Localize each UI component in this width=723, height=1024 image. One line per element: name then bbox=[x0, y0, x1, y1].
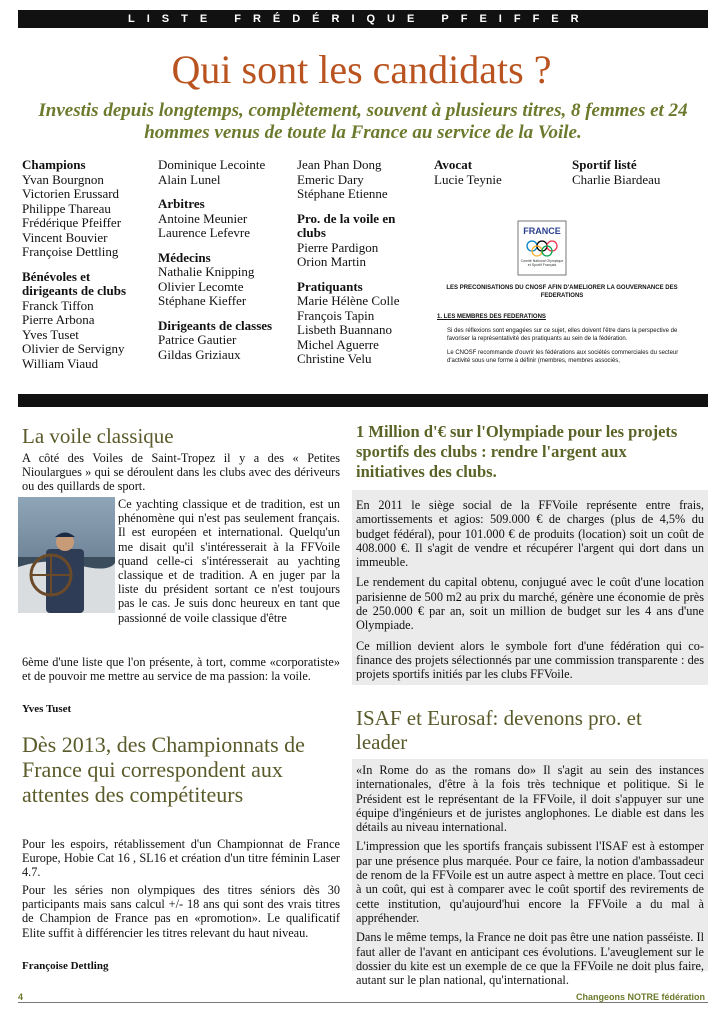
cnosf-section: 1. LES MEMBRES DES FEDERATIONS bbox=[437, 314, 546, 320]
sailor-photo bbox=[18, 497, 115, 613]
candidate-name: Lisbeth Buannano bbox=[297, 322, 392, 337]
page-title: Qui sont les candidats ? bbox=[171, 47, 552, 92]
candidate-name: Stéphane Kieffer bbox=[158, 293, 247, 308]
candidate-name: Françoise Dettling bbox=[22, 244, 119, 259]
group-title-arbitres: Arbitres bbox=[158, 196, 205, 211]
candidate-name: Vincent Bouvier bbox=[22, 229, 108, 245]
candidate-name: Nathalie Knipping bbox=[158, 264, 255, 279]
candidate-name: Alain Lunel bbox=[158, 171, 221, 187]
candidate-name: William Viaud bbox=[22, 355, 99, 371]
candidate-name: Orion Martin bbox=[297, 254, 366, 269]
million-paragraph-3: Ce million devient alors le symbole fort d'une fédération qui co-finance des projets sélectionnés par une commission transparente : des projets sportifs initiés par les clubs FFVoile. bbox=[356, 638, 704, 682]
candidate-name: Victorien Erussard bbox=[22, 186, 120, 201]
championnats-title: Dès 2013, des Championnats de France qui correspondent aux attentes des compétiteurs bbox=[22, 732, 305, 807]
cnosf-paragraph: Le CNOSF recommande d'ouvrir les fédérations aux sociétés commerciales du secteur d'activité sous une forme à définir (membres, membres associés, bbox=[447, 350, 679, 364]
candidate-name: Philippe Thareau bbox=[22, 200, 111, 216]
group-title-champions: Champions bbox=[22, 157, 86, 172]
candidate-name: Gildas Griziaux bbox=[158, 346, 241, 362]
million-paragraph-2: Le rendement du capital obtenu, conjugué avec le coût d'une location parisienne de 500 m2 au prix du marché, génère une économie de près de 250.000 € par an, soit un million de budget sur les 4 ans d'une Olympiade. bbox=[356, 575, 704, 633]
page-subtitle: Investis depuis longtemps, complètement, souvent à plusieurs titres, 8 femmes et 24 hommes venus de toute la France au service de la Voile. bbox=[38, 100, 688, 143]
cnosf-logo-text: FRANCE bbox=[523, 226, 561, 236]
candidate-name: Olivier Lecomte bbox=[158, 278, 244, 294]
voile-author: Yves Tuset bbox=[22, 703, 72, 715]
candidate-name: Pierre Pardigon bbox=[297, 239, 379, 255]
million-title: 1 Million d'€ sur l'Olympiade pour les projets sportifs des clubs : rendre l'argent aux initiatives des clubs. bbox=[356, 422, 678, 481]
candidates-column-4 bbox=[434, 158, 564, 187]
candidates-column-2 bbox=[158, 158, 288, 362]
candidate-name: Christine Velu bbox=[297, 351, 372, 366]
candidate-name: Michel Aguerre bbox=[297, 336, 379, 352]
million-box bbox=[352, 490, 708, 685]
candidate-name: Dominique Lecointe bbox=[158, 157, 266, 172]
header-bar: LISTE FRÉDÉRIQUE PFEIFFER bbox=[18, 10, 708, 28]
voile-intro: A côté des Voiles de Saint-Tropez il y a des « Petites Nioulargues » qui se déroulent dans les clubs avec des dériveurs ou des quillards de sport. bbox=[22, 451, 340, 494]
candidate-name: Patrice Gautier bbox=[158, 332, 237, 347]
candidate-name: François Tapin bbox=[297, 307, 375, 323]
candidate-name: Lucie Teynie bbox=[434, 171, 502, 187]
cnosf-title: LES PRECONISATIONS DU CNOSF AFIN D'AMELIORER LA GOUVERNANCE DES FEDERATIONS bbox=[446, 285, 678, 299]
candidate-name: Pierre Arbona bbox=[22, 312, 95, 327]
candidates-column-1 bbox=[22, 158, 150, 371]
group-title-sportif: Sportif listé bbox=[572, 157, 637, 172]
candidate-name: Laurence Lefevre bbox=[158, 225, 251, 240]
group-title-pratiquants: Pratiquants bbox=[297, 278, 363, 294]
cnosf-document-excerpt bbox=[437, 220, 687, 370]
isaf-paragraph-2: L'impression que les sportifs français subissent l'ISAF est à estomper par une présence plus marquée. Pour ce faire, la notion d'ambassadeur de renom de la FFVoile est un autre aspect à mettre en place. Tout ceci à un coût, qui est à comparer avec le coût sportif des revirements de cette institution, qu'aujourd'hui encore la FFVoile a du mal à appréhender. bbox=[356, 839, 704, 925]
voile-rest-text: 6ème d'une liste que l'on présente, à tort, comme «corporatiste» et de pouvoir me mettre au service de ma passion: la voile. bbox=[22, 655, 340, 684]
candidate-name: Yves Tuset bbox=[22, 326, 79, 342]
candidate-name: Yvan Bourgnon bbox=[22, 171, 104, 187]
group-title-benevoles: Bénévoles et dirigeants de clubs bbox=[22, 268, 127, 298]
cnosf-logo-caption: Comité National Olympique et Sportif Français bbox=[520, 259, 564, 267]
candidates-column-5 bbox=[572, 158, 708, 187]
section-divider bbox=[18, 394, 708, 407]
isaf-title: ISAF et Eurosaf: devenons pro. et leader bbox=[356, 706, 642, 754]
cnosf-logo bbox=[517, 220, 567, 276]
isaf-paragraph-1: «In Rome do as the romans do» Il s'agit au sein des instances internationales, d'être à la fois très technique et politique. Si le Président est le représentant de la FFVoile, il doit s'appuyer sur une équipe d'ingénieurs et de juristes anglophones. Le diable est dans les détails au niveau international. bbox=[356, 763, 704, 835]
footer-brand: Changeons NOTRE fédération bbox=[575, 992, 705, 1002]
footer-rule bbox=[18, 1002, 708, 1003]
candidate-name: Emeric Dary bbox=[297, 171, 364, 187]
candidate-name: Franck Tiffon bbox=[22, 297, 94, 313]
isaf-box bbox=[352, 759, 708, 988]
group-title-avocat: Avocat bbox=[434, 157, 473, 172]
candidate-name: Olivier de Servigny bbox=[22, 341, 125, 356]
voile-classique-title: La voile classique bbox=[22, 424, 174, 448]
voile-wrap-text: Ce yachting classique et de tradition, est un phénomène qui n'est pas seulement français. Il est européen et international. Quelqu'un me disait qu'il s'intéresserait à la FFVoile quand celle-ci s'intéresserait au yachting classique et de tradition. A en juger par la liste du président sortant ce n'est toujours pas le cas. Je suis donc heureux en tant que passionné de voile classique d'être bbox=[118, 497, 340, 625]
championnats-paragraph-1: Pour les espoirs, rétablissement d'un Championnat de France Europe, Hobie Cat 16 , SL16 et création d'un titre féminin Laser 4.7. bbox=[22, 837, 340, 880]
page-number: 4 bbox=[18, 992, 24, 1002]
candidate-name: Jean Phan Dong bbox=[297, 157, 382, 172]
candidates-column-3 bbox=[297, 158, 427, 367]
championnats-author: Françoise Dettling bbox=[22, 960, 109, 972]
group-title-pro: Pro. de la voile en clubs bbox=[297, 210, 396, 240]
million-paragraph-1: En 2011 le siège social de la FFVoile représente entre frais, amortissements et agios: 509.000 € de charges (plus de 4,5% du budget fédéral), pour 101.000 € de produits (location) soit un coût de 408.000 €. Il s'agit de vendre et récupérer l'argent qui dort dans un immeuble. bbox=[356, 498, 704, 570]
candidate-name: Marie Hélène Colle bbox=[297, 293, 400, 308]
candidate-name: Antoine Meunier bbox=[158, 210, 248, 226]
group-title-dirigeants: Dirigeants de classes bbox=[158, 317, 273, 333]
cnosf-paragraph: Si des réflexions sont engagées sur ce sujet, elles doivent l'être dans la perspective de favoriser la représentativité des pratiquants au sein de la fédération. bbox=[447, 328, 678, 342]
group-title-medecins: Médecins bbox=[158, 249, 211, 265]
championnats-paragraph-2: Pour les séries non olympiques des titres séniors dès 30 participants mais sans calcul +/- 18 ans qui sont des vrais titres de Champion de France pas en «promotion». Le qualificatif Elite suffit à différencier les titres relevant du haut niveau. bbox=[22, 883, 340, 940]
candidate-name: Frédérique Pfeiffer bbox=[22, 215, 122, 230]
candidate-name: Stéphane Etienne bbox=[297, 186, 388, 201]
candidate-name: Charlie Biardeau bbox=[572, 171, 661, 187]
isaf-paragraph-3: Dans le même temps, la France ne doit pas être une nation passéiste. Il faut aller de l'avant en anticipant ces évolutions. L'aveuglement sur le dossier du kite est un exemple de ce que la FFVoile ne doit plus faire, autant sur le plan national, qu'international. bbox=[356, 930, 704, 988]
